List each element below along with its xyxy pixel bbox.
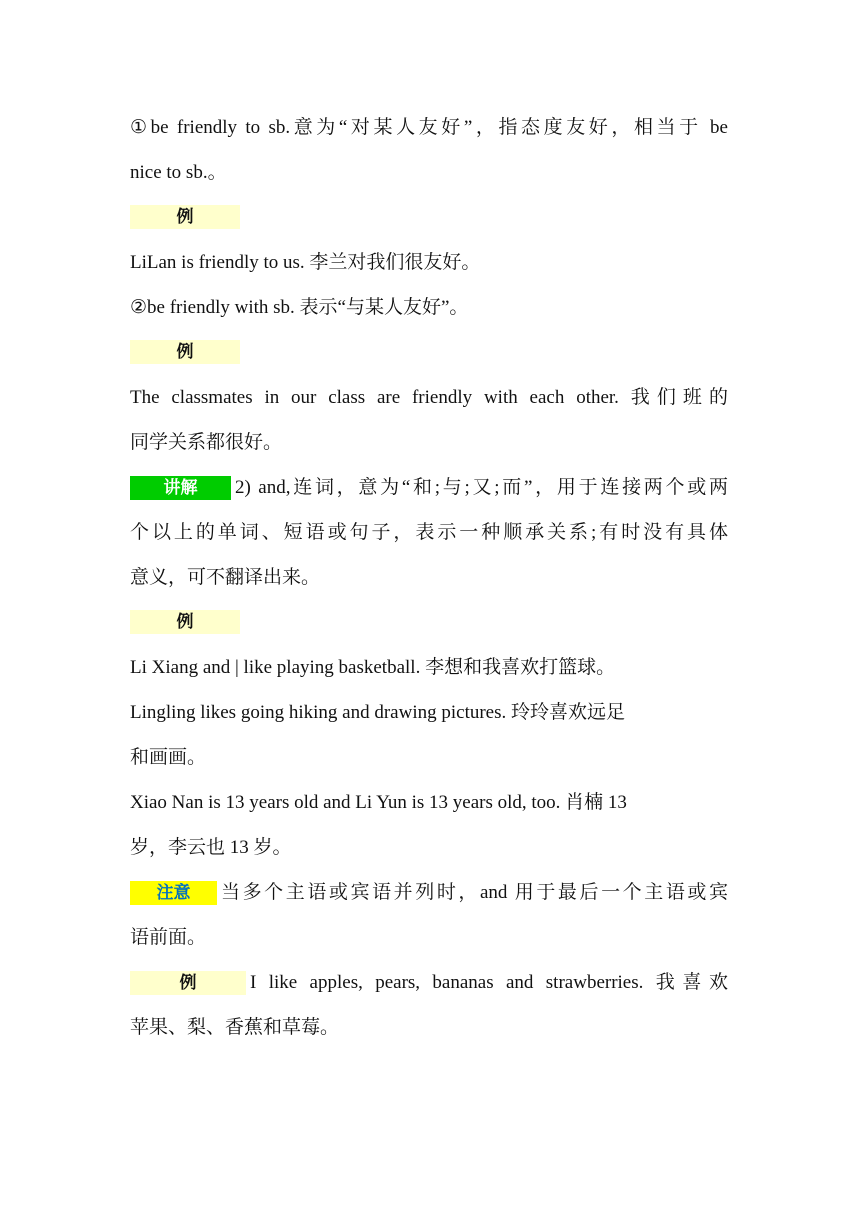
- example-sentence-classmates-line1: The classmates in our class are friendly with each other. 我们班的: [130, 387, 728, 408]
- example-sentence-lilan: LiLan is friendly to us. 李兰对我们很友好。: [130, 252, 481, 273]
- paragraph-and-line1: [130, 476, 728, 500]
- example-sentence-xiaonan-line2: 岁，李云也 13 岁。: [130, 837, 292, 858]
- example-sentence-xiaonan-line1: Xiao Nan is 13 years old and Li Yun is 13 years old, too. 肖楠 13: [130, 792, 627, 813]
- example-sentence-lingling-line1: Lingling likes going hiking and drawing pictures. 玲玲喜欢远足: [130, 702, 626, 723]
- paragraph-and-line2: 个以上的单词、短语或句子，表示一种顺承关系;有时没有具体: [130, 522, 728, 543]
- example-tag: 例: [130, 971, 246, 995]
- paragraph-friendly-to-line2: nice to sb.。: [130, 162, 227, 183]
- paragraph-note-line2: 语前面。: [130, 927, 207, 948]
- example-tag: 例: [130, 340, 240, 364]
- example-tag: 例: [130, 205, 240, 229]
- example-sentence-classmates-line2: 同学关系都很好。: [130, 432, 283, 453]
- example-sentence-lingling-line2: 和画画。: [130, 747, 207, 768]
- example-sentence-fruits-line1-text: I like apples, pears, bananas and strawberries. 我喜欢: [250, 972, 728, 993]
- note-tag: 注意: [130, 881, 217, 905]
- paragraph-and-line3: 意义，可不翻译出来。: [130, 567, 321, 588]
- paragraph-friendly-with: ②be friendly with sb. 表示“与某人友好”。: [130, 297, 469, 318]
- example-tag: 例: [130, 610, 240, 634]
- paragraph-note-line1-text: 当多个主语或宾语并列时，and 用于最后一个主语或宾: [221, 882, 728, 903]
- example-sentence-lixiang: Li Xiang and | like playing basketball. 李想和我喜欢打篮球。: [130, 657, 616, 678]
- explain-tag: 讲解: [130, 476, 231, 500]
- paragraph-note-line1: [130, 881, 728, 905]
- paragraph-friendly-to-line1: ①be friendly to sb.意为“对某人友好”，指态度友好，相当于 be: [130, 117, 728, 138]
- example-sentence-fruits-line1: [130, 971, 728, 995]
- paragraph-and-line1-text: 2) and,连词，意为“和;与;又;而”，用于连接两个或两: [235, 477, 728, 498]
- example-sentence-fruits-line2: 苹果、梨、香蕉和草莓。: [130, 1017, 340, 1038]
